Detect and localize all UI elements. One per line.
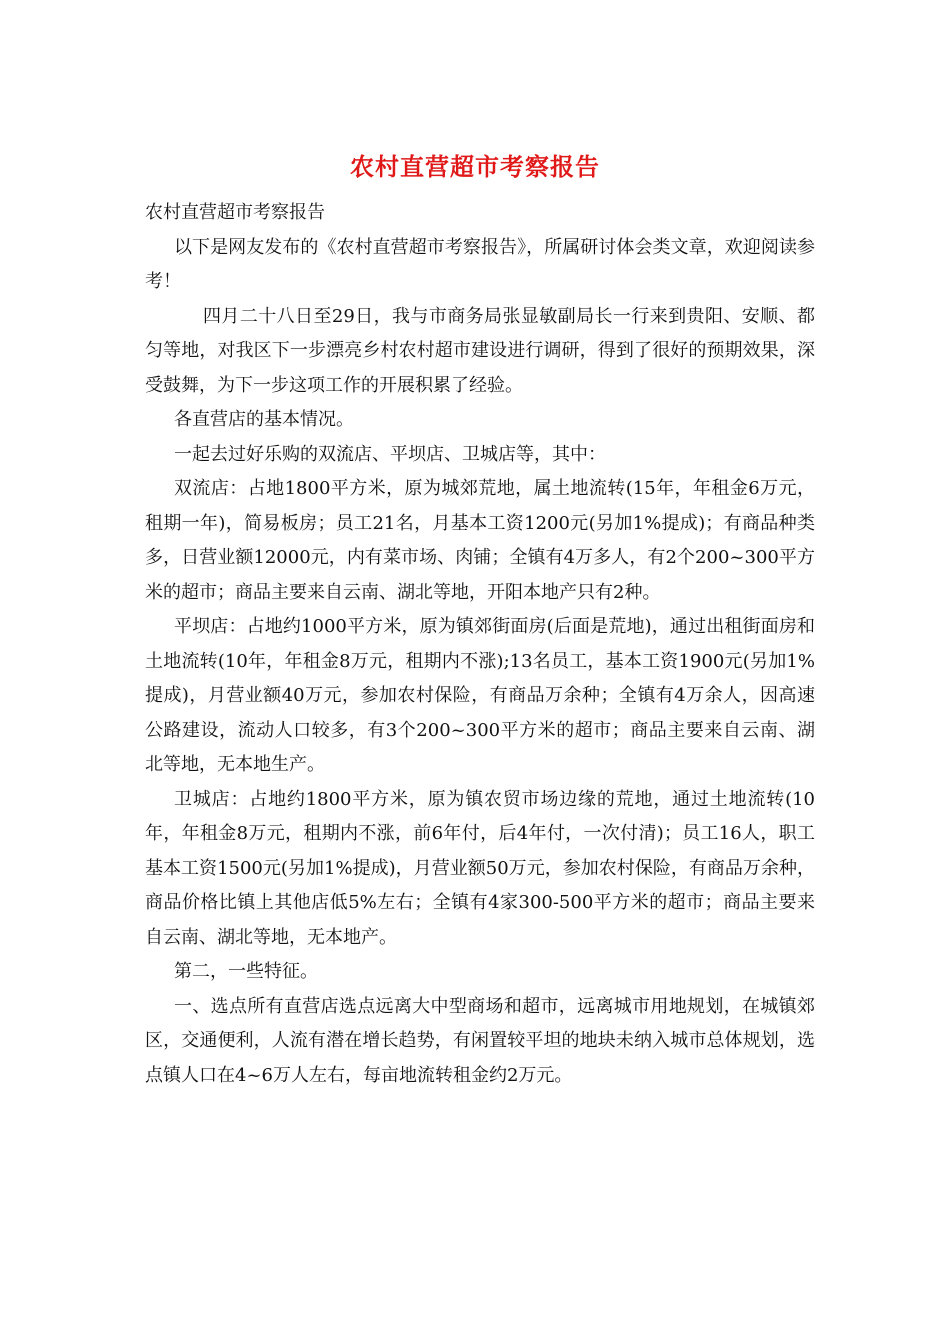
intro-paragraph: 以下是网友发布的《农村直营超市考察报告》，所属研讨体会类文章，欢迎阅读参考！: [145, 236, 815, 292]
subtitle-paragraph: 农村直营超市考察报告: [145, 202, 325, 223]
section-heading-basic: 各直营店的基本情况。: [174, 409, 354, 430]
pingba-store-paragraph: 平坝店：占地约1000平方米，原为镇郊街面房(后面是荒地)，通过出租街面房和土地流转(10年，年租金8万元，租期内不涨);13名员工，基本工资1900元(另加1%提成)，月营业额40万元，参加农村保险，有商品万余种；全镇有4万余人，因高速公路建设，流动人口较多，有3个200~300平方米的超市；商品主要来自云南、湖北等地，无本地生产。: [145, 616, 815, 775]
stores-visited-paragraph: 一起去过好乐购的双流店、平坝店、卫城店等，其中：: [174, 443, 606, 465]
shuangliu-store-paragraph: 双流店：占地1800平方米，原为城郊荒地，属土地流转(15年，年租金6万元，租期一年)，简易板房；员工21名，月基本工资1200元(另加1%提成)；有商品种类多，日营业额12000元，内有菜市场、肉铺；全镇有4万多人，有2个200~300平方米的超市；商品主要来自云南、湖北等地，开阳本地产只有2种。: [145, 478, 815, 603]
document-body: [145, 196, 815, 1093]
document-title: 农村直营超市考察报告: [350, 152, 600, 181]
site-selection-paragraph: 一、选点所有直营店选点远离大中型商场和超市，远离城市用地规划，在城镇郊区，交通便利，人流有潜在增长趋势，有闲置较平坦的地块未纳入城市总体规划，选点镇人口在4~6万人左右，每亩地流转租金约2万元。: [145, 995, 815, 1086]
weicheng-store-paragraph: 卫城店：占地约1800平方米，原为镇农贸市场边缘的荒地，通过土地流转(10年，年租金8万元，租期内不涨，前6年付，后4年付，一次付清)；员工16人，职工基本工资1500元(另加1%提成)，月营业额50万元，参加农村保险，有商品万余种，商品价格比镇上其他店低5%左右；全镇有4家300-500平方米的超市；商品主要来自云南、湖北等地，无本地产。: [145, 788, 815, 948]
trip-paragraph: 四月二十八日至29日，我与市商务局张显敏副局长一行来到贵阳、安顺、都匀等地，对我区下一步漂亮乡村农村超市建设进行调研，得到了很好的预期效果，深受鼓舞，为下一步这项工作的开展积累了经验。: [145, 305, 815, 396]
section-heading-features: 第二，一些特征。: [174, 961, 318, 982]
